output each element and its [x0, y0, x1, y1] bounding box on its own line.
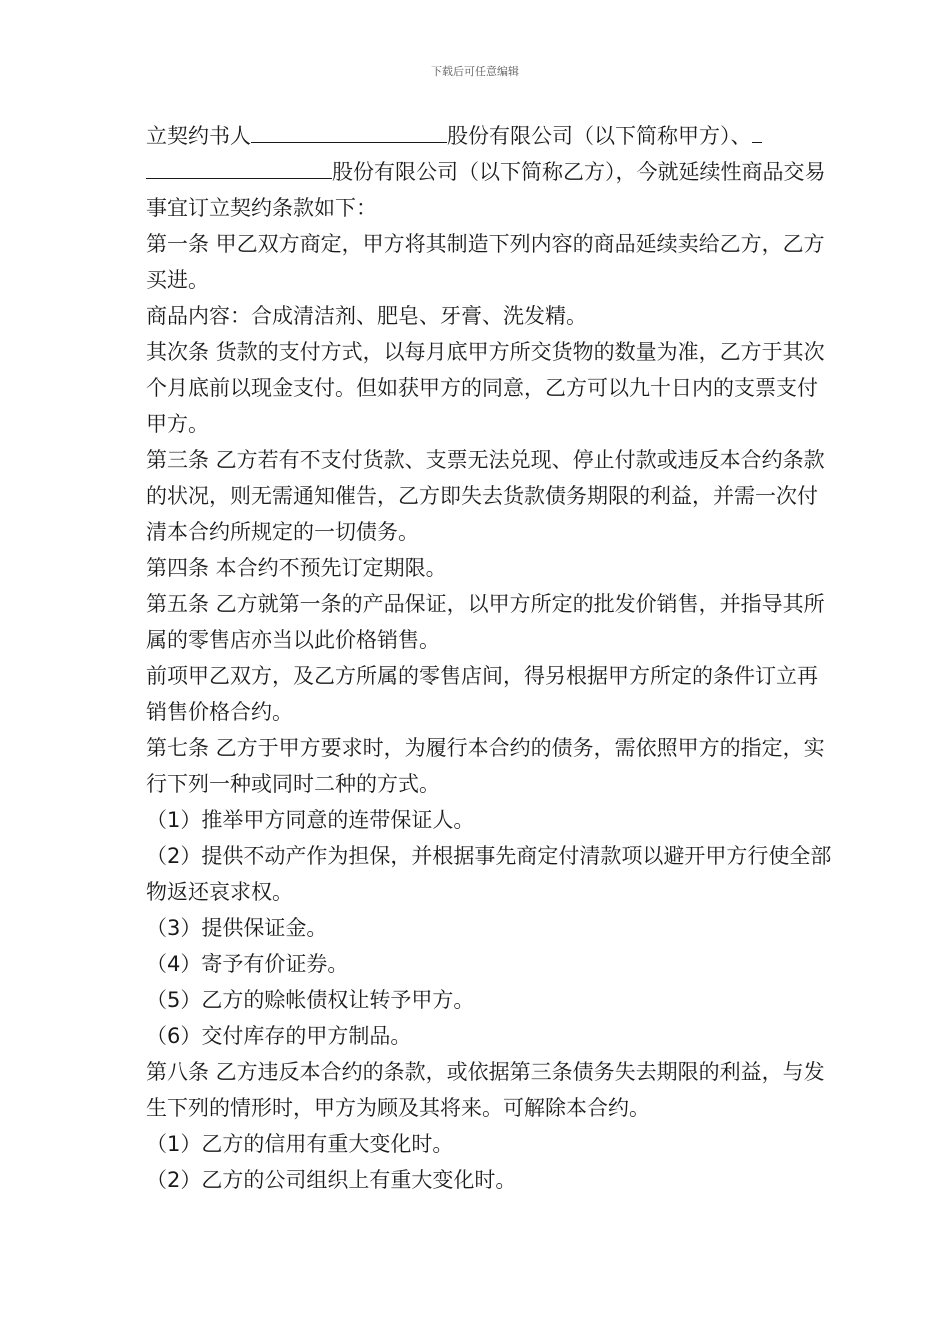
article-5: 第五条 乙方就第一条的产品保证，以甲方所定的批发价销售，并指导其所属的零售店亦当以此价格销售。	[146, 592, 825, 652]
article-8-item-2: （2）乙方的公司组织上有重大变化时。	[146, 1168, 517, 1192]
party-b-blank	[146, 158, 332, 179]
article-7-item-1: （1）推举甲方同意的连带保证人。	[146, 808, 475, 832]
article-1: 第一条 甲乙双方商定，甲方将其制造下列内容的商品延续卖给乙方，乙方买进。	[146, 232, 825, 292]
intro-mid: 股份有限公司（以下简称甲方）、	[447, 124, 752, 148]
article-2: 其次条 货款的支付方式，以每月底甲方所交货物的数量为准，乙方于其次个月底前以现金支付。但如获甲方的同意，乙方可以九十日内的支票支付甲方。	[146, 340, 825, 436]
article-8-item-1: （1）乙方的信用有重大变化时。	[146, 1132, 454, 1156]
goods-content: 商品内容：合成清洁剂、肥皂、牙膏、洗发精。	[146, 304, 587, 328]
article-7-item-4: （4）寄予有价证券。	[146, 952, 349, 976]
intro-pre: 立契约书人	[146, 124, 251, 148]
party-a-blank	[251, 122, 447, 143]
article-7-item-2: （2）提供不动产作为担保，并根据事先商定付清款项以避开甲方行使全部物返还哀求权。	[146, 844, 832, 904]
article-3: 第三条 乙方若有不支付货款、支票无法兑现、停止付款或违反本合约条款的状况，则无需通知催告，乙方即失去货款债务期限的利益，并需一次付清本合约所规定的一切债务。	[146, 448, 825, 544]
contract-body	[146, 118, 836, 1198]
separator-blank	[752, 122, 762, 143]
article-8: 第八条 乙方违反本合约的条款，或依据第三条债务失去期限的利益，与发生下列的情形时，甲方为顾及其将来。可解除本合约。	[146, 1060, 825, 1120]
article-5-resale: 前项甲乙双方，及乙方所属的零售店间，得另根据甲方所定的条件订立再销售价格合约。	[146, 664, 818, 724]
article-7-item-5: （5）乙方的赊帐债权让转予甲方。	[146, 988, 475, 1012]
article-7-item-6: （6）交付库存的甲方制品。	[146, 1024, 412, 1048]
article-7-item-3: （3）提供保证金。	[146, 916, 328, 940]
article-4: 第四条 本合约不预先订定期限。	[146, 556, 447, 580]
article-7: 第七条 乙方于甲方要求时，为履行本合约的债务，需依照甲方的指定，实行下列一种或同时二种的方式。	[146, 736, 825, 796]
page-header: 下载后可任意编辑	[431, 65, 519, 78]
intro-post: 股份有限公司（以下简称乙方），今就延续性商品交易事宜订立契约条款如下：	[146, 160, 826, 220]
intro-paragraph	[146, 118, 836, 226]
